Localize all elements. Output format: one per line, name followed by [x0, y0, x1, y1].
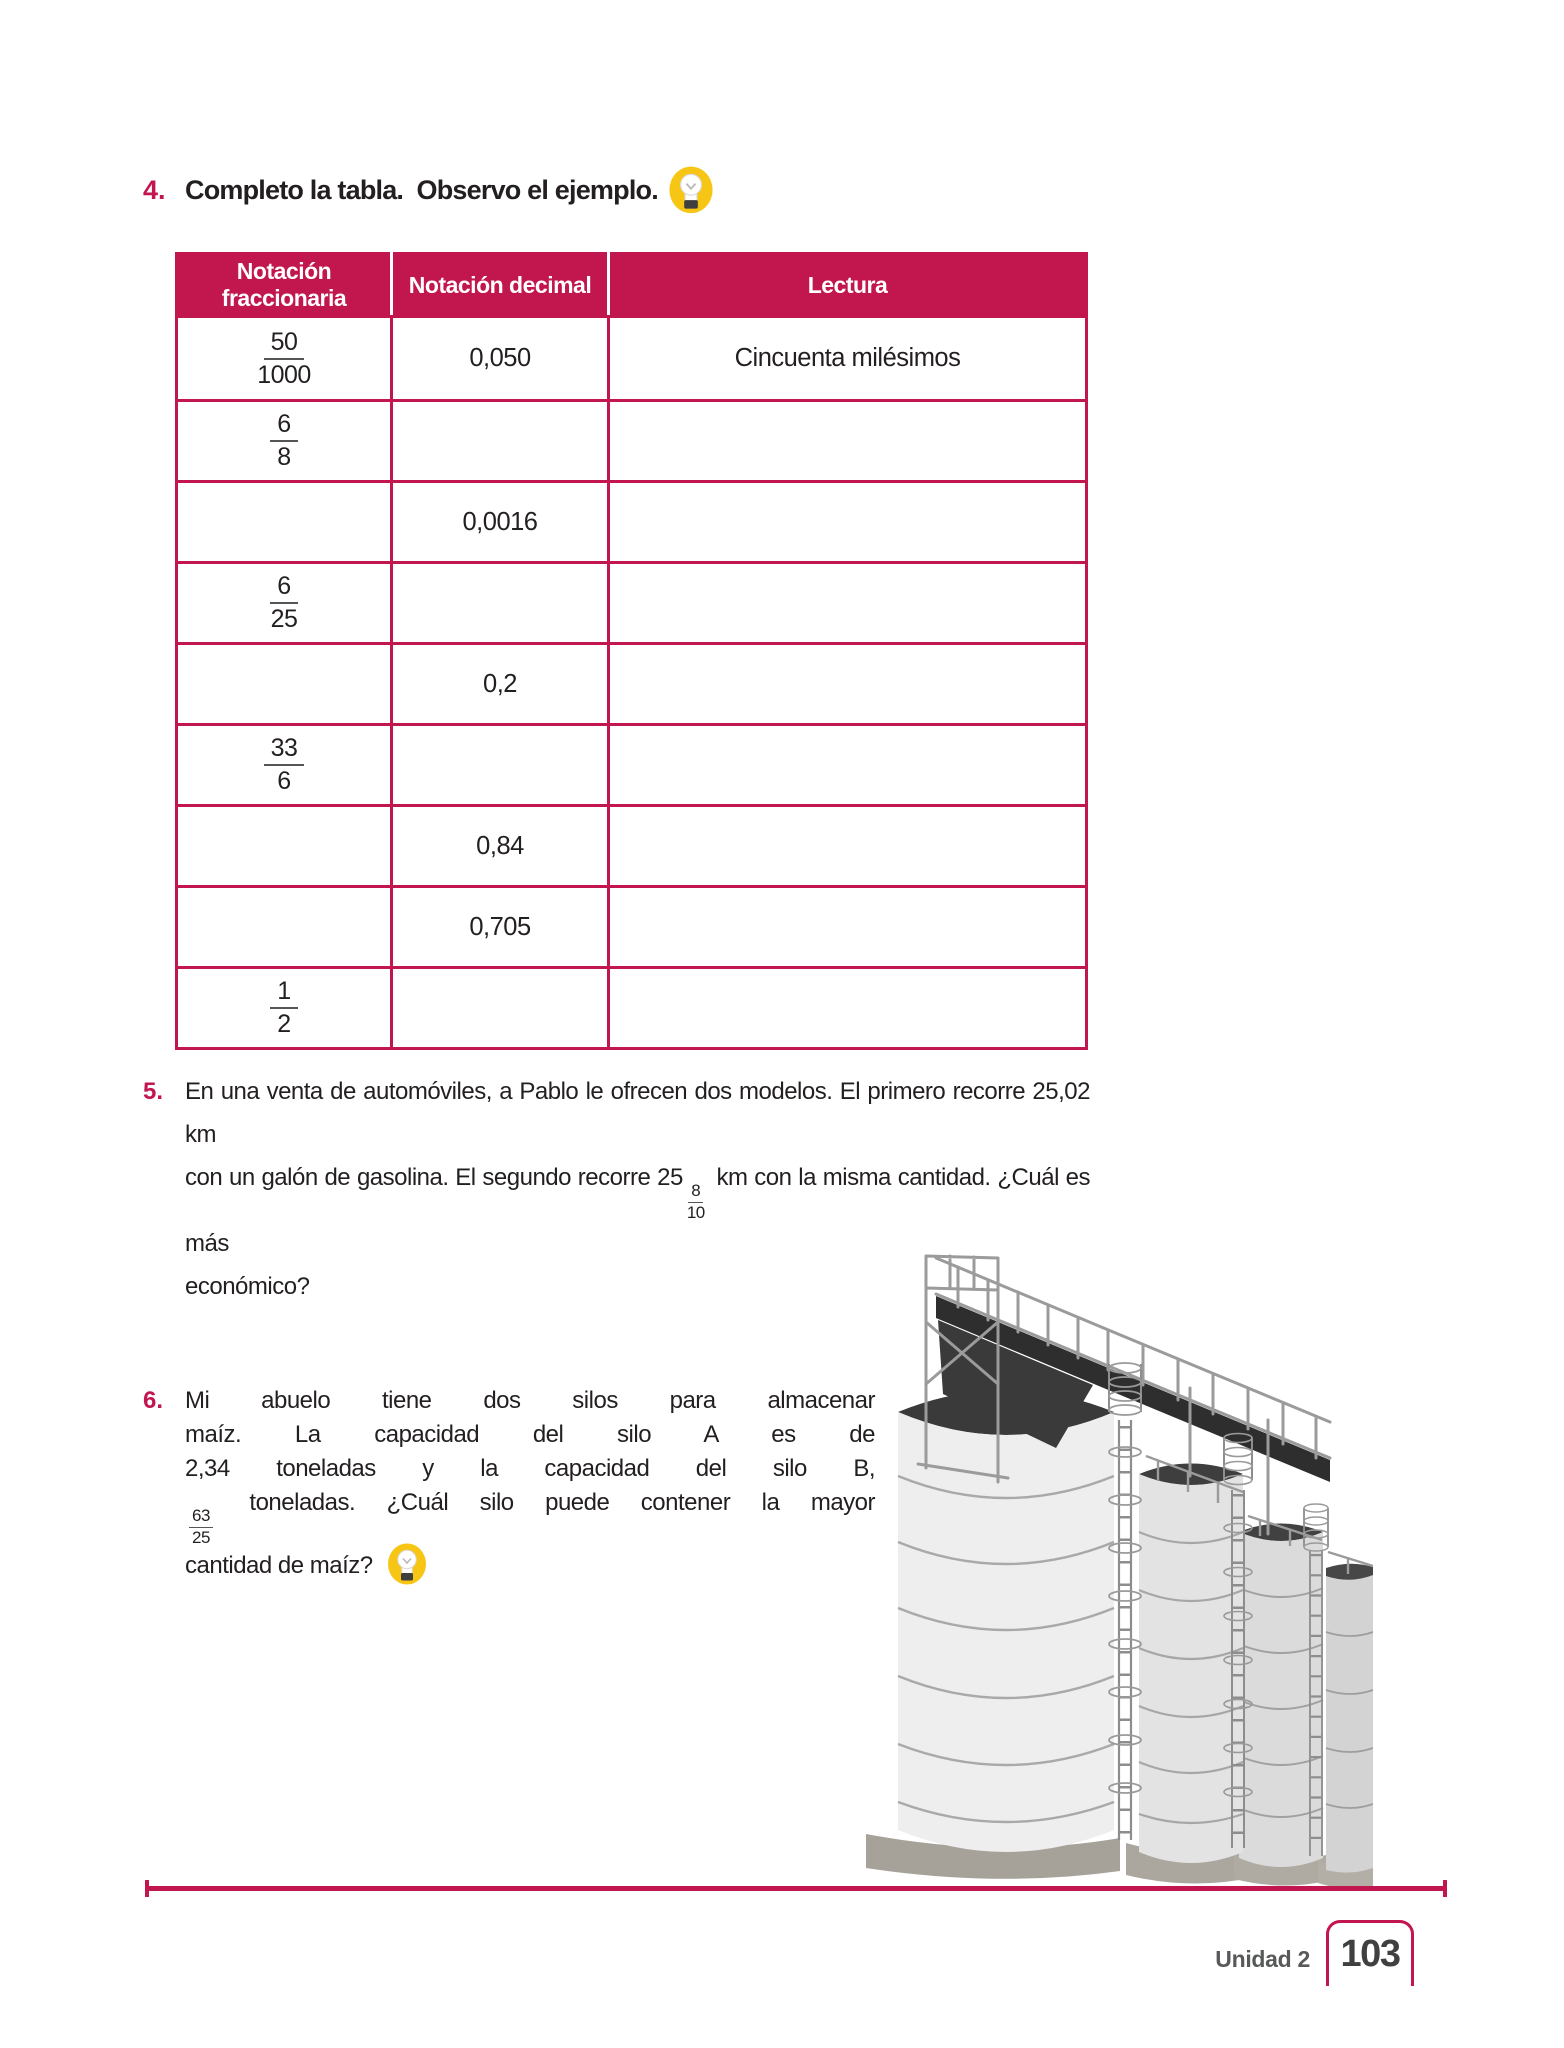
table-row	[177, 887, 1087, 968]
cell-lectura	[609, 725, 1087, 806]
exercise-4-heading	[143, 170, 714, 216]
cell-fraction	[177, 317, 392, 401]
cell-decimal: 0,84	[392, 806, 609, 887]
text-line: 2,34 toneladas y la capacidad del silo B,	[185, 1455, 875, 1482]
cell-decimal	[392, 725, 609, 806]
text-segment: cantidad de maíz?	[185, 1552, 373, 1580]
cell-decimal: 0,705	[392, 887, 609, 968]
lightbulb-icon	[668, 166, 714, 216]
cell-decimal: 0,2	[392, 644, 609, 725]
text-line: maíz. La capacidad del silo A es de	[185, 1421, 875, 1448]
table-row	[177, 563, 1087, 644]
text-segment: con un galón de gasolina. El segundo recorre	[185, 1164, 651, 1191]
cell-fraction	[177, 644, 392, 725]
exercise-4-prompt: Completo la tabla. Observo el ejemplo.	[185, 175, 658, 205]
cell-decimal	[392, 563, 609, 644]
table-header	[177, 254, 1087, 317]
table-row	[177, 401, 1087, 482]
text-segment: toneladas. ¿Cuál silo puede contener la mayor	[249, 1489, 876, 1516]
text-line: En una venta de automóviles, a Pablo le ofrecen dos modelos. El primero recorre 25,02 km	[185, 1078, 1090, 1148]
cell-fraction	[177, 401, 392, 482]
fraction: $\frac{33}{6}$	[264, 734, 305, 796]
table-row	[177, 968, 1087, 1049]
exercise-4-number: 4.	[143, 175, 166, 205]
exercise-6-text	[185, 1384, 875, 1587]
header-lectura: Lectura	[609, 254, 1087, 317]
silo-1	[898, 1390, 1114, 1852]
silo-4	[1326, 1564, 1373, 1873]
cell-lectura	[609, 887, 1087, 968]
table-row	[177, 317, 1087, 401]
grain-silos-image	[858, 1242, 1373, 1890]
text-line	[185, 1547, 875, 1587]
cell-fraction	[177, 887, 392, 968]
table-row	[177, 644, 1087, 725]
cell-fraction	[177, 968, 392, 1049]
fraction: $\frac{8}{10}$	[686, 1181, 705, 1222]
cell-decimal: 0,050	[392, 317, 609, 401]
footer-rule	[145, 1886, 1447, 1891]
cell-decimal	[392, 968, 609, 1049]
page-number: 103	[1340, 1933, 1400, 1975]
header-fraccionaria: Notación fraccionaria	[177, 254, 392, 317]
header-decimal: Notación decimal	[392, 254, 609, 317]
cell-lectura	[609, 806, 1087, 887]
fraction: $\frac{1}{2}$	[270, 977, 297, 1039]
cell-lectura: Cincuenta milésimos	[609, 317, 1087, 401]
mixed-number: 25 $\frac{8}{10}$	[657, 1164, 705, 1222]
table-row	[177, 725, 1087, 806]
cell-fraction	[177, 806, 392, 887]
unit-label: Unidad 2	[1215, 1946, 1310, 1972]
exercise-5-number: 5.	[143, 1078, 164, 1105]
cell-lectura	[609, 482, 1087, 563]
text-line: Mi abuelo tiene dos silos para almacenar	[185, 1387, 875, 1414]
lightbulb-icon	[387, 1543, 427, 1587]
fraction: $\frac{6}{25}$	[270, 572, 298, 633]
text-line	[185, 1486, 875, 1547]
text-segment: km con la misma cantidad. ¿Cuál es más	[185, 1164, 1091, 1258]
cell-lectura	[609, 563, 1087, 644]
exercise-6-number: 6.	[143, 1387, 164, 1414]
cell-lectura	[609, 401, 1087, 482]
fraction: $\frac{6}{8}$	[270, 410, 297, 472]
table-row	[177, 806, 1087, 887]
text-line: económico?	[185, 1273, 310, 1301]
fraction: $\frac{63}{25}$	[189, 1507, 213, 1547]
cell-decimal	[392, 401, 609, 482]
fraction: $\frac{50}{1000}$	[257, 327, 311, 389]
cell-fraction	[177, 482, 392, 563]
cell-fraction	[177, 563, 392, 644]
page-number-badge	[1326, 1920, 1414, 1986]
cell-decimal: 0,0016	[392, 482, 609, 563]
notation-table	[175, 252, 1088, 1050]
cell-lectura	[609, 968, 1087, 1049]
cell-fraction	[177, 725, 392, 806]
exercise-6	[143, 1384, 875, 1587]
table-row	[177, 482, 1087, 563]
cell-lectura	[609, 644, 1087, 725]
